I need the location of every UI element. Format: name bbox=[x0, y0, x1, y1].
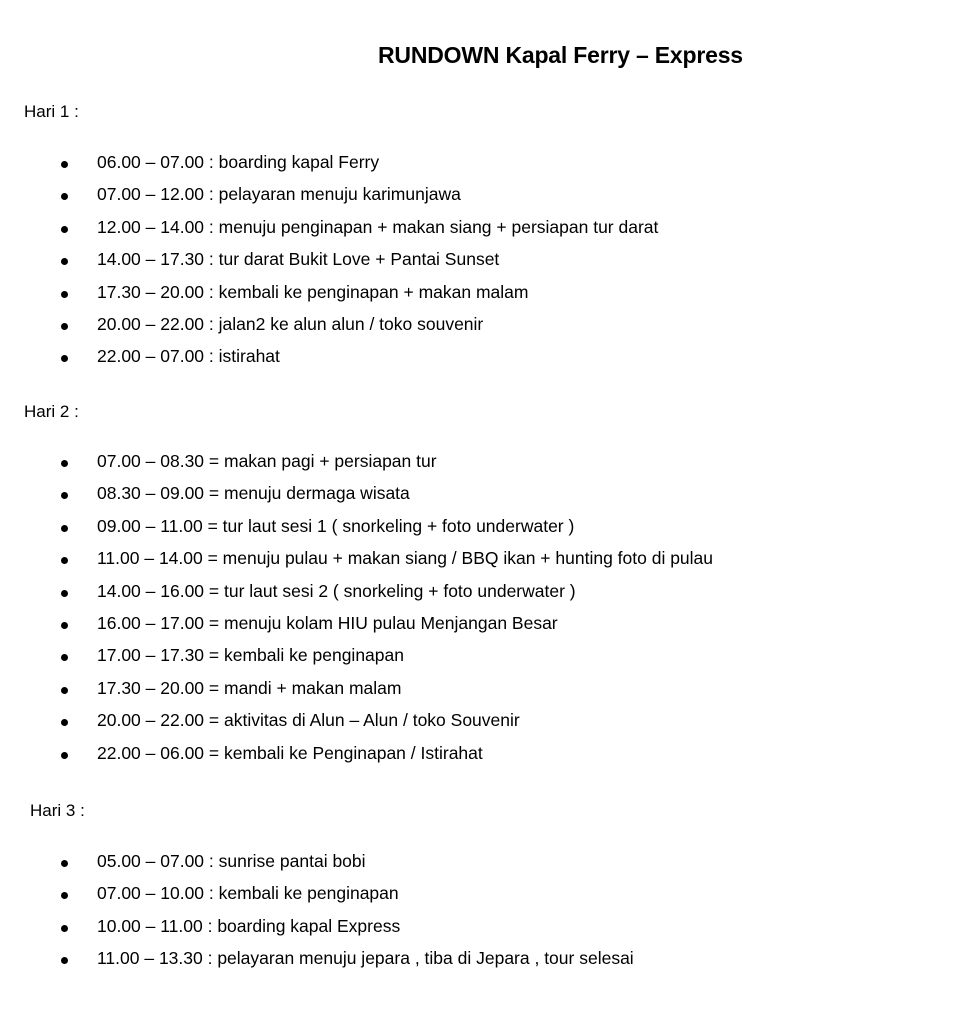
bullet-icon bbox=[61, 925, 68, 932]
bullet-icon bbox=[61, 355, 68, 362]
bullet-icon bbox=[61, 291, 68, 298]
day-2-label: Hari 2 : bbox=[24, 402, 79, 421]
bullet-icon bbox=[61, 622, 68, 629]
page-title: RUNDOWN Kapal Ferry – Express bbox=[378, 42, 743, 68]
bullet-icon bbox=[61, 590, 68, 597]
bullet-icon bbox=[61, 161, 68, 168]
bullet-icon bbox=[61, 492, 68, 499]
bullet-icon bbox=[61, 258, 68, 265]
bullet-icon bbox=[61, 892, 68, 899]
bullet-icon bbox=[61, 525, 68, 532]
bullet-icon bbox=[61, 719, 68, 726]
bullet-icon bbox=[61, 226, 68, 233]
bullet-icon bbox=[61, 654, 68, 661]
bullet-icon bbox=[61, 557, 68, 564]
bullet-icon bbox=[61, 860, 68, 867]
bullet-icon bbox=[61, 460, 68, 467]
day-3-label: Hari 3 : bbox=[30, 801, 85, 820]
bullet-icon bbox=[61, 687, 68, 694]
day-1-label: Hari 1 : bbox=[24, 102, 79, 121]
bullet-icon bbox=[61, 752, 68, 759]
bullet-icon bbox=[61, 323, 68, 330]
bullet-icon bbox=[61, 957, 68, 964]
bullet-icon bbox=[61, 193, 68, 200]
